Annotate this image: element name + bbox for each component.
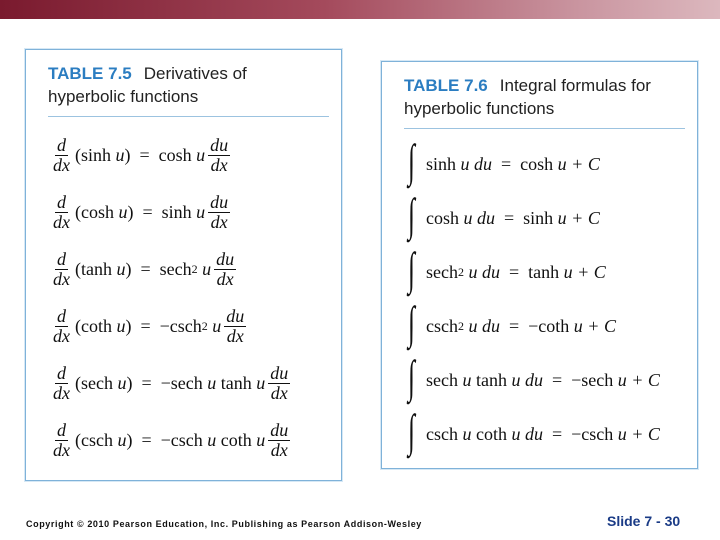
- du-dx-fraction: $\frac{du}{dx}$: [226, 305, 245, 346]
- integral-row-sech-tanh: ∫ sech u tanh u du = −sech u + C: [408, 351, 660, 402]
- integral-sign-icon: ∫: [408, 189, 415, 240]
- integral-sign-icon: ∫: [408, 351, 415, 402]
- du-dx-fraction: $\frac{du}{dx}$: [270, 419, 289, 460]
- table-title-line1: Derivatives of: [143, 64, 247, 83]
- derivatives-table: [25, 49, 342, 481]
- d-dx-fraction: $\frac{d}{dx}$: [53, 134, 70, 175]
- integral-row-sinh: ∫ sinh u du = cosh u + C: [408, 135, 600, 186]
- integral-row-csch2: ∫ csch 2 u du = −coth u + C: [408, 297, 616, 348]
- table-7-6-header: [404, 74, 685, 129]
- derivative-row-coth: $\frac{d}{dx}$ ( coth u ) = −csch 2 u $\frac{du}{dx}$: [53, 305, 245, 346]
- d-dx-fraction: $\frac{d}{dx}$: [53, 248, 70, 289]
- integral-row-cosh: ∫ cosh u du = sinh u + C: [408, 189, 600, 240]
- d-dx-fraction: $\frac{d}{dx}$: [53, 305, 70, 346]
- du-dx-fraction: $\frac{du}{dx}$: [270, 362, 289, 403]
- derivative-row-csch: $\frac{d}{dx}$ ( csch u ) = −csch u coth u $\frac{du}{dx}$: [53, 419, 289, 460]
- integral-sign-icon: ∫: [408, 405, 415, 456]
- derivative-row-tanh: $\frac{d}{dx}$ ( tanh u ) = sech 2 u $\frac{du}{dx}$: [53, 248, 235, 289]
- top-banner: [0, 0, 720, 19]
- table-7-5-header: [48, 62, 329, 117]
- integral-row-csch-coth: ∫ csch u coth u du = −csch u + C: [408, 405, 660, 456]
- copyright-footer: Copyright © 2010 Pearson Education, Inc. Publishing as Pearson Addison-Wesley: [26, 519, 422, 529]
- integral-sign-icon: ∫: [408, 297, 415, 348]
- du-dx-fraction: $\frac{du}{dx}$: [210, 191, 229, 232]
- integrals-table: [381, 61, 698, 469]
- derivative-row-sinh: $\frac{d}{dx}$ ( sinh u ) = cosh u $\frac{du}{dx}$: [53, 134, 229, 175]
- du-dx-fraction: $\frac{du}{dx}$: [210, 134, 229, 175]
- slide-number: Slide 7 - 30: [607, 513, 681, 529]
- d-dx-fraction: $\frac{d}{dx}$: [53, 362, 70, 403]
- table-title-line2: hyperbolic functions: [404, 99, 555, 118]
- table-title-line2: hyperbolic functions: [48, 87, 199, 106]
- du-dx-fraction: $\frac{du}{dx}$: [216, 248, 235, 289]
- d-dx-fraction: $\frac{d}{dx}$: [53, 419, 70, 460]
- integral-row-sech2: ∫ sech 2 u du = tanh u + C: [408, 243, 606, 294]
- table-title-line1: Integral formulas for: [499, 76, 651, 95]
- integral-sign-icon: ∫: [408, 135, 415, 186]
- derivative-row-sech: $\frac{d}{dx}$ ( sech u ) = −sech u tanh u $\frac{du}{dx}$: [53, 362, 289, 403]
- integral-sign-icon: ∫: [408, 243, 415, 294]
- d-dx-fraction: $\frac{d}{dx}$: [53, 191, 70, 232]
- derivative-row-cosh: $\frac{d}{dx}$ ( cosh u ) = sinh u $\frac{du}{dx}$: [53, 191, 229, 232]
- table-number: TABLE 7.5: [48, 64, 132, 83]
- table-number: TABLE 7.6: [404, 76, 488, 95]
